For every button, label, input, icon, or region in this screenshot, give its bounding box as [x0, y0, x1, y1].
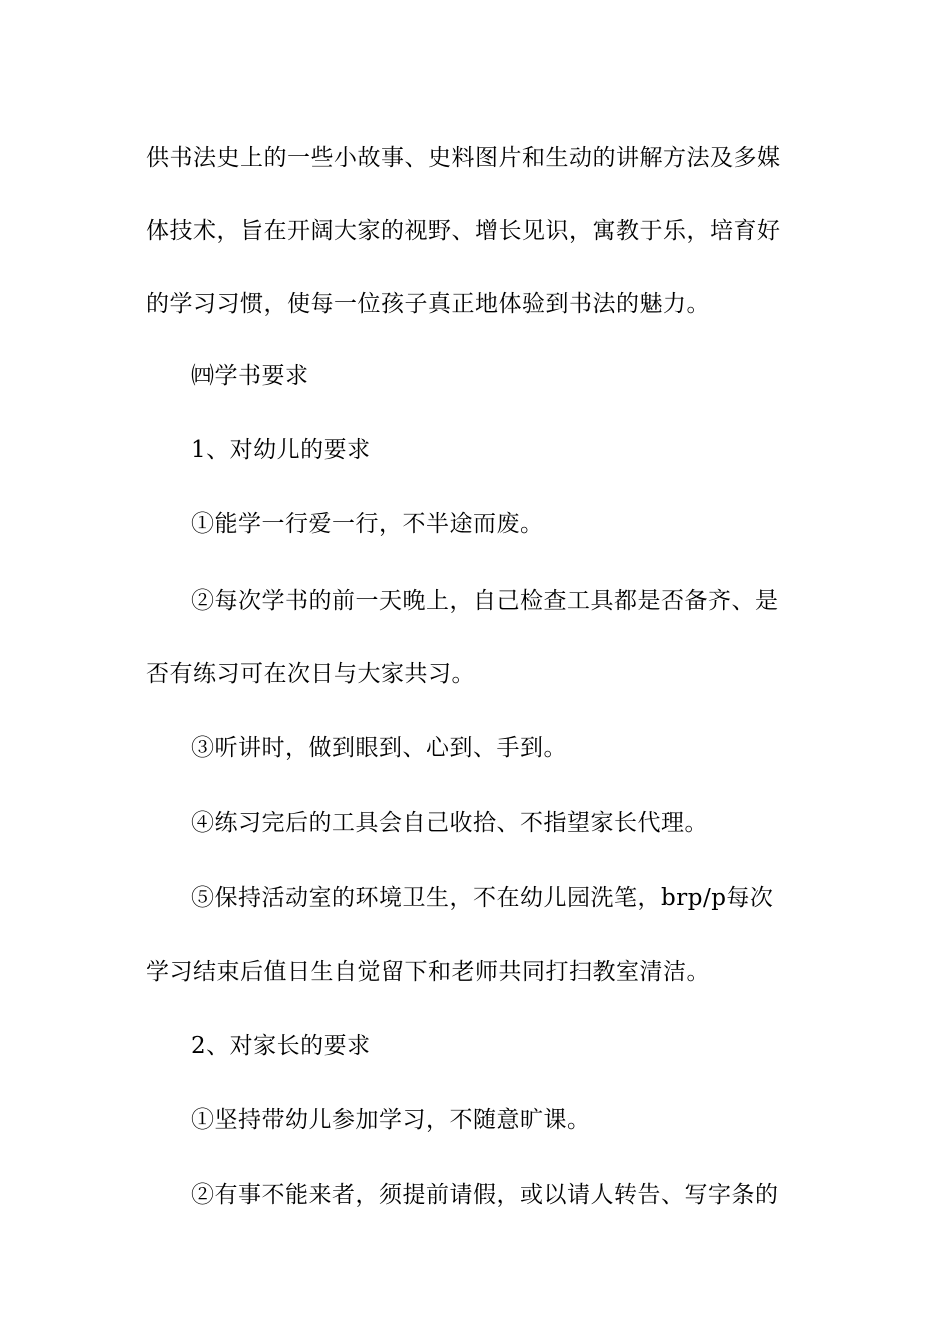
list-item: ④练习完后的工具会自己收拾、不指望家长代理。 [191, 810, 708, 836]
list-item: ②每次学书的前一天晚上，自己检查工具都是否备齐、是 [191, 588, 779, 614]
section-heading: ㈣学书要求 [191, 363, 309, 389]
list-item: ⑤保持活动室的环境卫生，不在幼儿园洗笔，brp/p每次 [191, 885, 774, 911]
paragraph-line: 否有练习可在次日与大家共习。 [146, 661, 475, 687]
paragraph-line: 供书法史上的一些小故事、史料图片和生动的讲解方法及多媒 [146, 145, 781, 171]
paragraph-line: 体技术，旨在开阔大家的视野、增长见识，寓教于乐，培育好 [146, 218, 781, 244]
list-item: ②有事不能来者，须提前请假，或以请人转告、写字条的 [191, 1182, 779, 1208]
list-item: ①能学一行爱一行，不半途而废。 [191, 511, 544, 537]
subsection-heading: 2、对家长的要求 [191, 1033, 371, 1059]
list-item: ①坚持带幼儿参加学习，不随意旷课。 [191, 1107, 591, 1133]
paragraph-line: 的学习习惯，使每一位孩子真正地体验到书法的魅力。 [146, 291, 710, 317]
list-item: ③听讲时，做到眼到、心到、手到。 [191, 735, 567, 761]
paragraph-line: 学习结束后值日生自觉留下和老师共同打扫教室清洁。 [146, 959, 710, 985]
subsection-heading: 1、对幼儿的要求 [191, 437, 371, 463]
